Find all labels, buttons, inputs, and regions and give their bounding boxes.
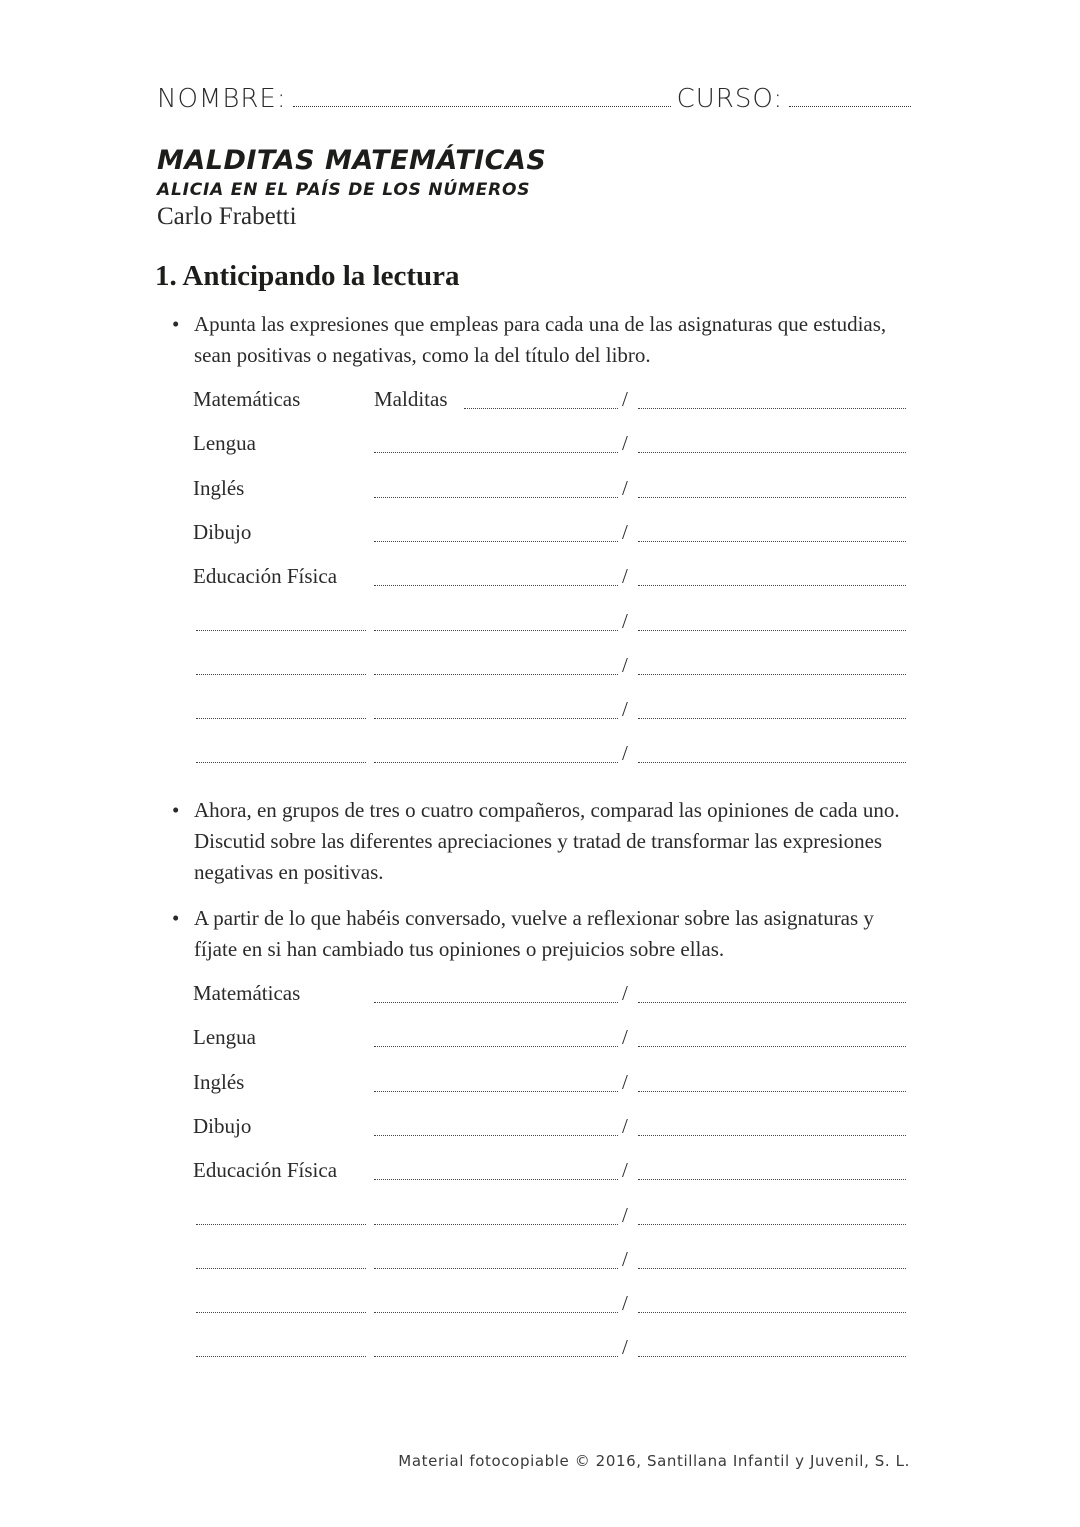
answer-field-1[interactable] — [374, 630, 618, 631]
answer-field-1[interactable] — [374, 452, 618, 453]
subject-label: Educación Física — [193, 1158, 338, 1183]
answer-field-2[interactable] — [638, 1002, 906, 1003]
subject-label: Lengua — [193, 431, 256, 456]
answer-field-2[interactable] — [638, 541, 906, 542]
answer-field-2[interactable] — [638, 1224, 906, 1225]
answer-row — [193, 1335, 911, 1365]
subject-blank-field[interactable] — [196, 762, 366, 763]
course-label: CURSO: — [676, 84, 784, 114]
name-label: NOMBRE: — [157, 84, 287, 114]
answer-row — [193, 1025, 911, 1055]
subject-label: Educación Física — [193, 564, 338, 589]
section-title: 1. Anticipando la lectura — [155, 260, 460, 292]
answer-field-2[interactable] — [638, 452, 906, 453]
bullet-symbol: • — [172, 798, 180, 822]
course-field[interactable] — [789, 86, 911, 107]
book-author: Carlo Frabetti — [157, 203, 297, 230]
answer-field-1[interactable] — [374, 1002, 618, 1003]
separator-slash: / — [622, 652, 628, 677]
instruction-bullet — [172, 903, 912, 965]
name-field[interactable] — [293, 86, 671, 107]
answer-field-1[interactable] — [374, 585, 618, 586]
answer-field-2[interactable] — [638, 1179, 906, 1180]
subject-label: Lengua — [193, 1025, 256, 1050]
answer-field-1[interactable] — [374, 541, 618, 542]
separator-slash: / — [622, 608, 628, 633]
answer-field-1[interactable] — [374, 1046, 618, 1047]
answer-row — [193, 387, 911, 417]
answer-field-1[interactable] — [374, 1091, 618, 1092]
answer-row — [193, 609, 911, 639]
subject-label: Matemáticas — [193, 387, 301, 411]
answer-row — [193, 564, 911, 594]
answer-row — [193, 431, 911, 461]
answer-row — [193, 1291, 911, 1321]
answer-field-2[interactable] — [638, 497, 906, 498]
answer-field-2[interactable] — [638, 1046, 906, 1047]
instruction-text: A partir de lo que habéis conversado, vuelve a reflexionar sobre las asignaturas y fíjate en si han cambiado tus opiniones o prejuicios sobre ellas. — [194, 906, 874, 961]
answer-row — [193, 1247, 911, 1277]
student-header — [157, 84, 911, 114]
answer-field-2[interactable] — [638, 1268, 906, 1269]
separator-slash: / — [622, 1025, 628, 1050]
answer-field-1[interactable] — [374, 718, 618, 719]
separator-slash: / — [622, 1246, 628, 1271]
separator-slash: / — [622, 387, 628, 411]
subject-label: Inglés — [193, 475, 245, 500]
separator-slash: / — [622, 1291, 628, 1316]
subject-label: Dibujo — [193, 519, 252, 544]
separator-slash: / — [622, 1335, 628, 1360]
answer-field-2[interactable] — [638, 585, 906, 586]
answer-row — [193, 1158, 911, 1188]
example-answer: Malditas — [374, 387, 448, 411]
separator-slash: / — [622, 564, 628, 589]
answer-field-1[interactable] — [374, 497, 618, 498]
separator-slash: / — [622, 741, 628, 766]
answer-field-2[interactable] — [638, 408, 906, 409]
answer-row — [193, 1203, 911, 1233]
answer-row — [193, 520, 911, 550]
instruction-text: Ahora, en grupos de tres o cuatro compañeros, comparad las opiniones de cada uno. Discutid sobre las diferentes apreciaciones y tratad de transformar las expresiones negativas en positivas. — [194, 798, 900, 884]
answer-field-1[interactable] — [374, 1224, 618, 1225]
instruction-bullet — [172, 795, 912, 888]
answer-field-1[interactable] — [464, 408, 618, 409]
separator-slash: / — [622, 1202, 628, 1227]
subject-label: Dibujo — [193, 1113, 252, 1138]
separator-slash: / — [622, 981, 628, 1005]
answer-field-1[interactable] — [374, 1356, 618, 1357]
answer-row — [193, 476, 911, 506]
book-subtitle: ALICIA EN EL PAÍS DE LOS NÚMEROS — [157, 180, 531, 200]
answer-field-2[interactable] — [638, 1312, 906, 1313]
instruction-bullet — [172, 309, 912, 371]
answer-field-2[interactable] — [638, 762, 906, 763]
separator-slash: / — [622, 1158, 628, 1183]
answer-row — [193, 697, 911, 727]
separator-slash: / — [622, 431, 628, 456]
subject-blank-field[interactable] — [196, 1268, 366, 1269]
subject-label: Matemáticas — [193, 981, 301, 1005]
answer-field-2[interactable] — [638, 1091, 906, 1092]
instruction-text: Apunta las expresiones que empleas para cada una de las asignaturas que estudias, sean positivas o negativas, como la del título del libro. — [194, 312, 887, 367]
book-title: MALDITAS MATEMÁTICAS — [157, 145, 547, 176]
separator-slash: / — [622, 1113, 628, 1138]
subject-blank-field[interactable] — [196, 674, 366, 675]
separator-slash: / — [622, 1069, 628, 1094]
separator-slash: / — [622, 519, 628, 544]
bullet-symbol: • — [172, 312, 180, 336]
answer-field-1[interactable] — [374, 1135, 618, 1136]
answer-row — [193, 1070, 911, 1100]
separator-slash: / — [622, 475, 628, 500]
answer-row — [193, 1114, 911, 1144]
answer-field-1[interactable] — [374, 1312, 618, 1313]
subject-label: Inglés — [193, 1069, 245, 1094]
copyright-footer: Material fotocopiable © 2016, Santillana Infantil y Juvenil, S. L. — [398, 1452, 910, 1470]
answer-field-2[interactable] — [638, 1356, 906, 1357]
answer-field-1[interactable] — [374, 674, 618, 675]
subject-blank-field[interactable] — [196, 1312, 366, 1313]
separator-slash: / — [622, 697, 628, 722]
subject-blank-field[interactable] — [196, 718, 366, 719]
bullet-symbol: • — [172, 906, 180, 930]
answer-row — [193, 981, 911, 1011]
answer-row — [193, 741, 911, 771]
subject-blank-field[interactable] — [196, 630, 366, 631]
answer-field-1[interactable] — [374, 1268, 618, 1269]
answer-field-2[interactable] — [638, 718, 906, 719]
answer-field-2[interactable] — [638, 674, 906, 675]
answer-field-2[interactable] — [638, 630, 906, 631]
answer-field-2[interactable] — [638, 1135, 906, 1136]
subject-blank-field[interactable] — [196, 1356, 366, 1357]
subject-blank-field[interactable] — [196, 1224, 366, 1225]
answer-field-1[interactable] — [374, 1179, 618, 1180]
answer-field-1[interactable] — [374, 762, 618, 763]
answer-row — [193, 653, 911, 683]
